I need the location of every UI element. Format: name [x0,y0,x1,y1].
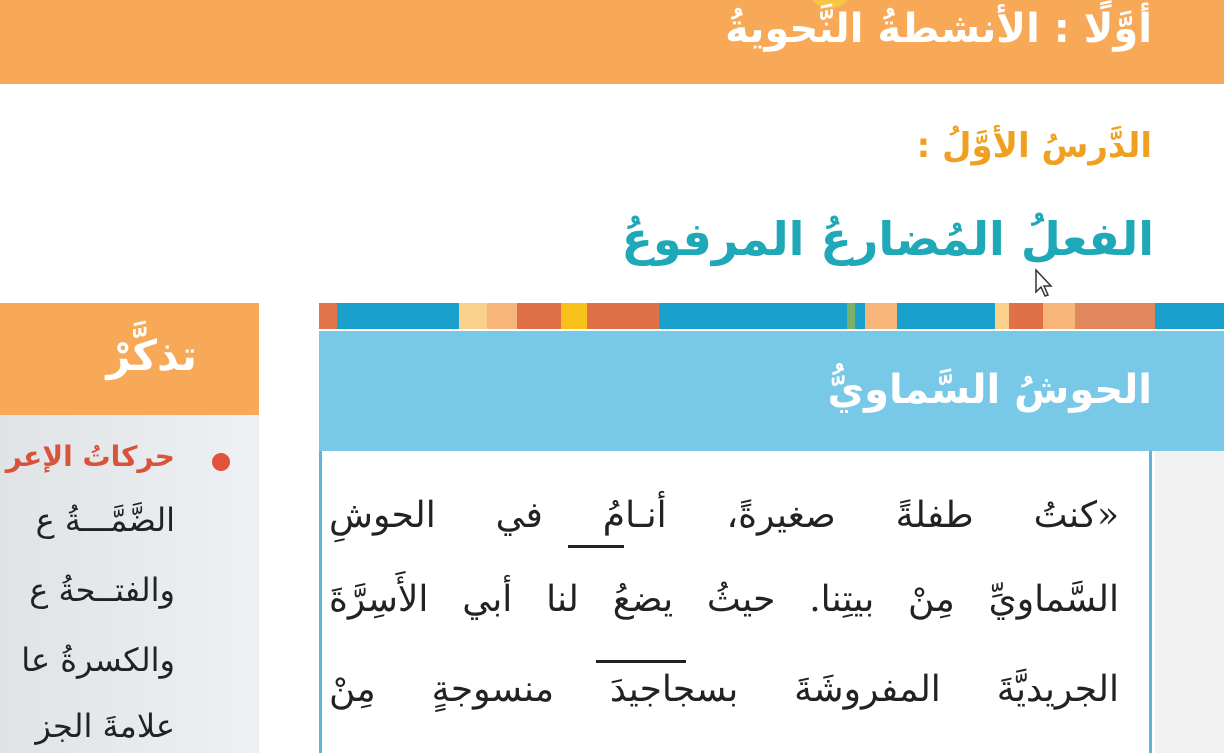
remember-heading: حركاتُ الإعر [5,440,175,473]
remember-line: والكسرةُ عا [21,641,175,679]
word-underline [568,545,624,548]
remember-header [0,303,259,415]
section-header-bar [0,0,1224,84]
remember-line: علامةَ الجز [35,707,175,745]
story-line: السَّماويِّ مِنْ بيتِنا. حيثُ يضعُ لنا أبي الأَسِرَّةَ [329,579,1119,620]
lesson-title: الفعلُ المُضارعُ المرفوعُ [621,212,1154,266]
remember-title: تذكَّرْ [106,331,197,380]
story-body [319,451,1152,753]
remember-panel [0,303,259,753]
story-line: الجريديَّةَ المفروشَةَ بسجاجيدَ منسوجةٍ مِنْ [329,669,1119,710]
section-title: أوَّلًا : الأنشطةُ النَّحويةُ [725,6,1152,52]
story-line: «كنتُ طفلةً صغيرةً، أنـامُ في الحوشِ [329,495,1119,536]
decorative-stripe [319,303,1224,329]
lesson-number: الدَّرسُ الأوَّلُ : [916,126,1152,166]
story-title: الحوشُ السَّماويُّ [827,367,1152,413]
story-header [319,331,1224,451]
mouse-cursor-icon [1034,268,1054,298]
bullet-icon [212,453,230,471]
word-underline [596,660,686,663]
remember-line: الضَّمَّـــةُ ع [35,501,175,539]
page-margin [1155,451,1224,753]
remember-line: والفتــحةُ ع [29,571,175,609]
